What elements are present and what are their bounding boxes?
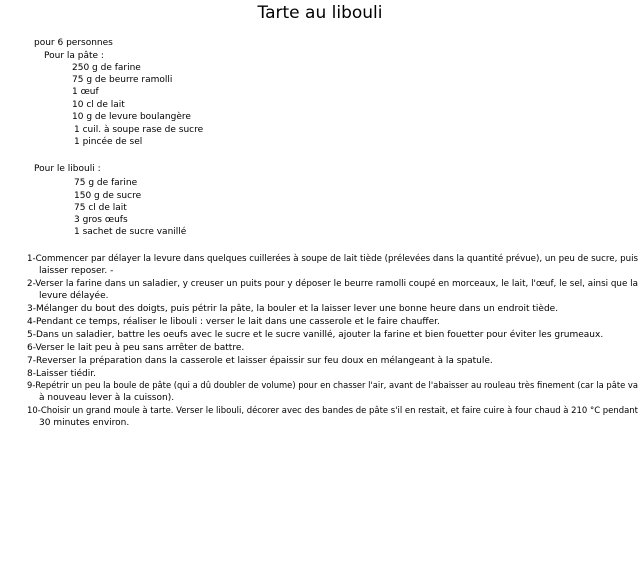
pate-heading: Pour la pâte : <box>44 51 104 61</box>
pate-item: 10 cl de lait <box>72 100 125 110</box>
pate-item: 250 g de farine <box>72 63 141 73</box>
step-3: 3-Mélanger du bout des doigts, puis pétrir la pâte, la bouler et la laisser lever une bonne heure dans un endroit tiède. <box>27 304 559 314</box>
step-7: 7-Reverser la préparation dans la casserole et laisser épaissir sur feu doux en mélangeant à la spatule. <box>27 356 493 366</box>
step-9-continuation: à nouveau lever à la cuisson). <box>39 393 175 403</box>
step-2-continuation: levure délayée. <box>39 291 109 301</box>
step-6: 6-Verser le lait peu à peu sans arrêter de battre. <box>27 343 245 353</box>
step-8: 8-Laisser tiédir. <box>27 369 96 379</box>
step-4: 4-Pendant ce temps, réaliser le libouli : verser le lait dans une casserole et le faire chauffer. <box>27 317 440 327</box>
libouli-item: 1 sachet de sucre vanillé <box>74 227 187 237</box>
pate-item: 75 g de beurre ramolli <box>72 75 173 85</box>
pate-item: 10 g de levure boulangère <box>72 112 191 122</box>
libouli-heading: Pour le libouli : <box>34 164 101 174</box>
pate-item: 1 œuf <box>72 87 99 97</box>
step-10: 10-Choisir un grand moule à tarte. Verser le libouli, décorer avec des bandes de pâte s'il en restait, et faire cuire à four chaud à 210 °C pendant <box>27 406 638 416</box>
pate-item: 1 cuil. à soupe rase de sucre <box>74 125 204 135</box>
libouli-item: 3 gros œufs <box>74 215 128 225</box>
step-1: 1-Commencer par délayer la levure dans quelques cuillerées à soupe de lait tiède (prélevées dans la quantité prévue), un peu de sucre, puis <box>27 254 638 264</box>
step-2: 2-Verser la farine dans un saladier, y creuser un puits pour y déposer le beurre ramolli coupé en morceaux, le lait, l'œuf, le sel, ainsi que la <box>27 279 638 289</box>
step-5: 5-Dans un saladier, battre les oeufs avec le sucre et le sucre vanillé, ajouter la farine et bien fouetter pour éviter les grumeaux. <box>27 330 604 340</box>
libouli-item: 150 g de sucre <box>74 191 142 201</box>
servings: pour 6 personnes <box>34 38 113 48</box>
recipe-title: Tarte au libouli <box>257 3 383 23</box>
pate-item: 1 pincée de sel <box>74 137 143 147</box>
step-10-continuation: 30 minutes environ. <box>39 418 130 428</box>
step-1-continuation: laisser reposer. - <box>39 266 114 276</box>
libouli-item: 75 cl de lait <box>74 203 127 213</box>
libouli-item: 75 g de farine <box>74 178 138 188</box>
step-9: 9-Repétrir un peu la boule de pâte (qui a dû doubler de volume) pour en chasser l'air, avant de l'abaisser au rouleau très finement (car la pâte va <box>27 381 638 391</box>
